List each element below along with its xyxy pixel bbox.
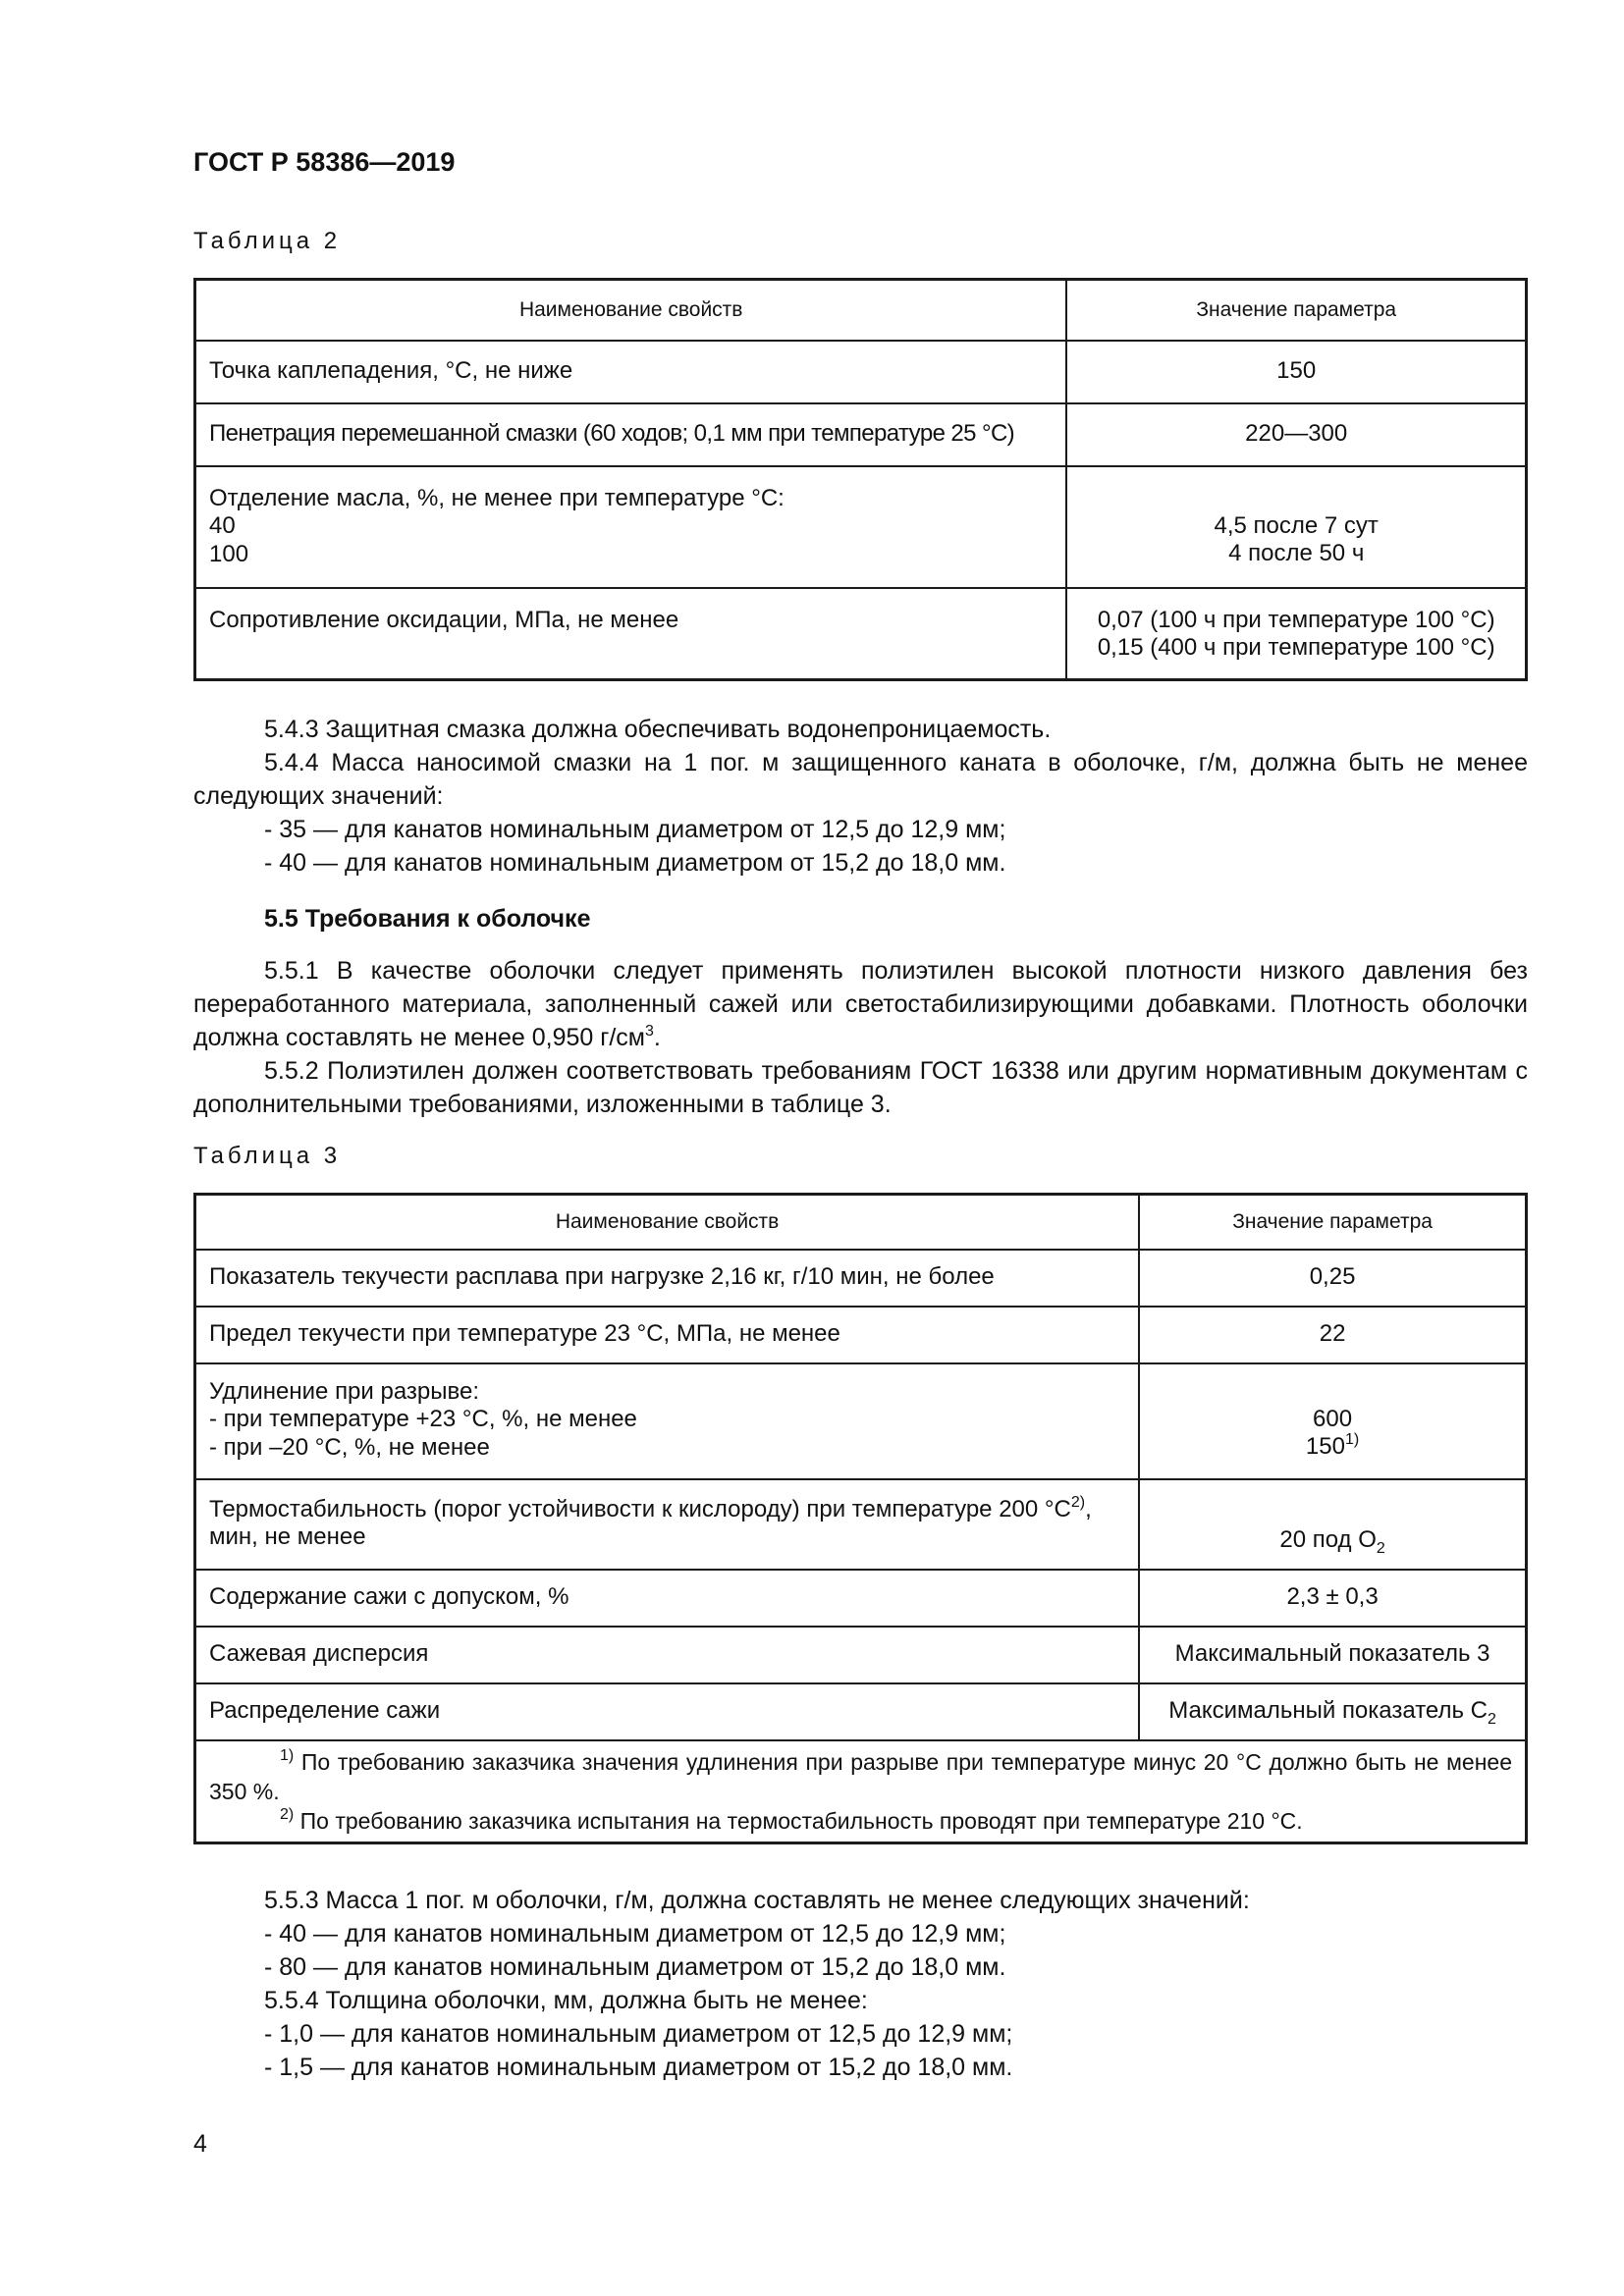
text-block-5-4 <box>193 713 1528 880</box>
list-item: - 35 — для канатов номинальным диаметром от 12,5 до 12,9 мм; <box>264 816 1006 843</box>
table3-cell-value: Максимальный показатель 3 <box>1139 1627 1526 1683</box>
table-row <box>195 1363 1527 1479</box>
table2-cell-value <box>1066 588 1526 680</box>
table3-cell-name: Распределение сажи <box>195 1683 1140 1740</box>
list-item: - 1,5 — для канатов номинальным диаметром от 15,2 до 18,0 мм. <box>264 2054 1013 2081</box>
list-item: - 40 — для канатов номинальным диаметром от 15,2 до 18,0 мм. <box>264 849 1006 877</box>
table3-cell-value <box>1139 1479 1526 1570</box>
footnote-1 <box>209 1747 1512 1806</box>
table2-cell-line: 0,15 (400 ч при температуре 100 °С) <box>1097 634 1495 662</box>
table-row <box>195 403 1527 466</box>
section-title-5-5: 5.5 Требования к оболочке <box>264 905 591 933</box>
table3-cell-name: Предел текучести при температуре 23 °С, МПа, не менее <box>195 1307 1140 1363</box>
text-block-5-5-3 <box>193 1884 1528 2084</box>
table2-cell-name: Точка каплепадения, °С, не ниже <box>195 341 1067 403</box>
table3-cell-value <box>1139 1683 1526 1740</box>
footnote-text: По требованию заказчика значения удлинения при разрыве при температуре минус 20 °С должно быть не менее 350 %. <box>209 1748 1512 1804</box>
table3-cell-name: Содержание сажи с допуском, % <box>195 1570 1140 1627</box>
table2-cell-line: 100 <box>209 541 249 568</box>
table2-cell-line: 4,5 после 7 сут <box>1214 511 1379 539</box>
paragraph-text: 5.5.1 В качестве оболочки следует применять полиэтилен высокой плотности низкого давления без переработанного материала, заполненный сажей или светостабилизирующими добавками. Плотность оболочки должна составлять не менее 0,950 г/см <box>193 957 1528 1051</box>
table2-cell-line: 4 после 50 ч <box>1228 540 1365 567</box>
paragraph-5-5-3: 5.5.3 Масса 1 пог. м оболочки, г/м, должна составлять не менее следующих значений: <box>264 1887 1250 1914</box>
value-text: 150 <box>1305 1433 1345 1461</box>
table2-cell-name: Пенетрация перемешанной смазки (60 ходов; 0,1 мм при температуре 25 °С) <box>195 403 1067 466</box>
text-block-5-5 <box>193 954 1528 1121</box>
table3-footnotes <box>195 1740 1527 1843</box>
document-code-header: ГОСТ Р 58386—2019 <box>193 147 456 177</box>
table3-cell-name <box>195 1363 1140 1479</box>
footnote-mark: 1) <box>280 1746 295 1764</box>
table3-caption: Таблица 3 <box>193 1143 342 1169</box>
table3-header-name: Наименование свойств <box>195 1195 1140 1250</box>
table3-cell-value: 2,3 ± 0,3 <box>1139 1570 1526 1627</box>
subscript: 2 <box>1488 1711 1496 1729</box>
table3-cell-value: 22 <box>1139 1307 1526 1363</box>
name-text: Термостабильность (порог устойчивости к кислороду) при температуре 200 °С <box>209 1495 1071 1522</box>
table3-cell-value <box>1139 1363 1526 1479</box>
table2 <box>193 278 1528 681</box>
table2-cell-line: 40 <box>209 512 236 540</box>
list-item: - 1,0 — для канатов номинальным диаметром от 12,5 до 12,9 мм; <box>264 2020 1013 2048</box>
table2-cell-value <box>1066 466 1526 588</box>
table2-cell-line: 0,07 (100 ч при температуре 100 °С) <box>1097 606 1495 633</box>
table-row <box>195 1683 1527 1740</box>
paragraph-5-4-3: 5.4.3 Защитная смазка должна обеспечивать водонепроницаемость. <box>264 716 1052 743</box>
table3-cell-line: Удлинение при разрыве: <box>209 1377 480 1405</box>
table3-cell-line: - при температуре +23 °С, %, не менее <box>209 1406 637 1433</box>
table2-cell-name: Сопротивление оксидации, МПа, не менее <box>195 588 1067 680</box>
list-item: - 80 — для канатов номинальным диаметром от 15,2 до 18,0 мм. <box>264 1953 1006 1981</box>
table2-header-name: Наименование свойств <box>195 280 1067 341</box>
footnote-ref: 2) <box>1070 1493 1086 1511</box>
table-row <box>195 588 1527 680</box>
page-number: 4 <box>193 2130 207 2158</box>
table2-header-value: Значение параметра <box>1066 280 1526 341</box>
list-item: - 40 — для канатов номинальным диаметром от 12,5 до 12,9 мм; <box>264 1920 1006 1948</box>
footnote-2 <box>209 1806 1512 1836</box>
table3-header-value: Значение параметра <box>1139 1195 1526 1250</box>
table3-cell-name <box>195 1479 1140 1570</box>
footnote-ref: 1) <box>1344 1431 1360 1449</box>
table2-cell-value: 150 <box>1066 341 1526 403</box>
table-row <box>195 1250 1527 1307</box>
table2-caption: Таблица 2 <box>193 228 342 254</box>
table3-cell-value: 0,25 <box>1139 1250 1526 1307</box>
footnote-mark: 2) <box>280 1805 295 1823</box>
paragraph-5-4-4: 5.4.4 Масса наносимой смазки на 1 пог. м защищенного каната в оболочке, г/м, должна быть не менее следующих значений: <box>193 749 1528 810</box>
paragraph-5-5-1 <box>193 954 1528 1054</box>
table3-cell-name: Сажевая дисперсия <box>195 1627 1140 1683</box>
footnote-text: По требованию заказчика испытания на термостабильность проводят при температуре 210 °С. <box>294 1807 1303 1834</box>
table3-cell-line <box>209 1493 1125 1524</box>
value-text: Максимальный показатель C <box>1168 1697 1488 1725</box>
table3-cell-line <box>1153 1433 1512 1462</box>
table-row <box>195 341 1527 403</box>
table-row <box>195 1479 1527 1570</box>
table3-cell-line: - при –20 °С, %, не менее <box>209 1434 490 1462</box>
subscript: 2 <box>1376 1539 1385 1557</box>
table2-cell-value: 220—300 <box>1066 403 1526 466</box>
table-row <box>195 466 1527 588</box>
table-row <box>195 1570 1527 1627</box>
table-footnotes-row <box>195 1740 1527 1843</box>
table3-cell-line: мин, не менее <box>209 1523 366 1551</box>
table-row <box>195 1627 1527 1683</box>
superscript: 3 <box>645 1023 654 1040</box>
name-text: , <box>1085 1495 1092 1522</box>
paragraph-end: . <box>653 1024 661 1051</box>
table2-cell-line: Отделение масла, %, не менее при температуре °С: <box>209 484 785 511</box>
table2-cell-name <box>195 466 1067 588</box>
table3 <box>193 1193 1528 1844</box>
paragraph-5-5-2: 5.5.2 Полиэтилен должен соответствовать требованиям ГОСТ 16338 или другим нормативным документам с дополнительными требованиями, изложенными в таблице 3. <box>193 1057 1528 1118</box>
table3-cell-name: Показатель текучести расплава при нагрузке 2,16 кг, г/10 мин, не более <box>195 1250 1140 1307</box>
value-text: 20 под O <box>1279 1525 1377 1553</box>
table3-cell-line: 600 <box>1313 1405 1353 1432</box>
table-row <box>195 1307 1527 1363</box>
paragraph-5-5-4: 5.5.4 Толщина оболочки, мм, должна быть не менее: <box>264 1987 868 2014</box>
